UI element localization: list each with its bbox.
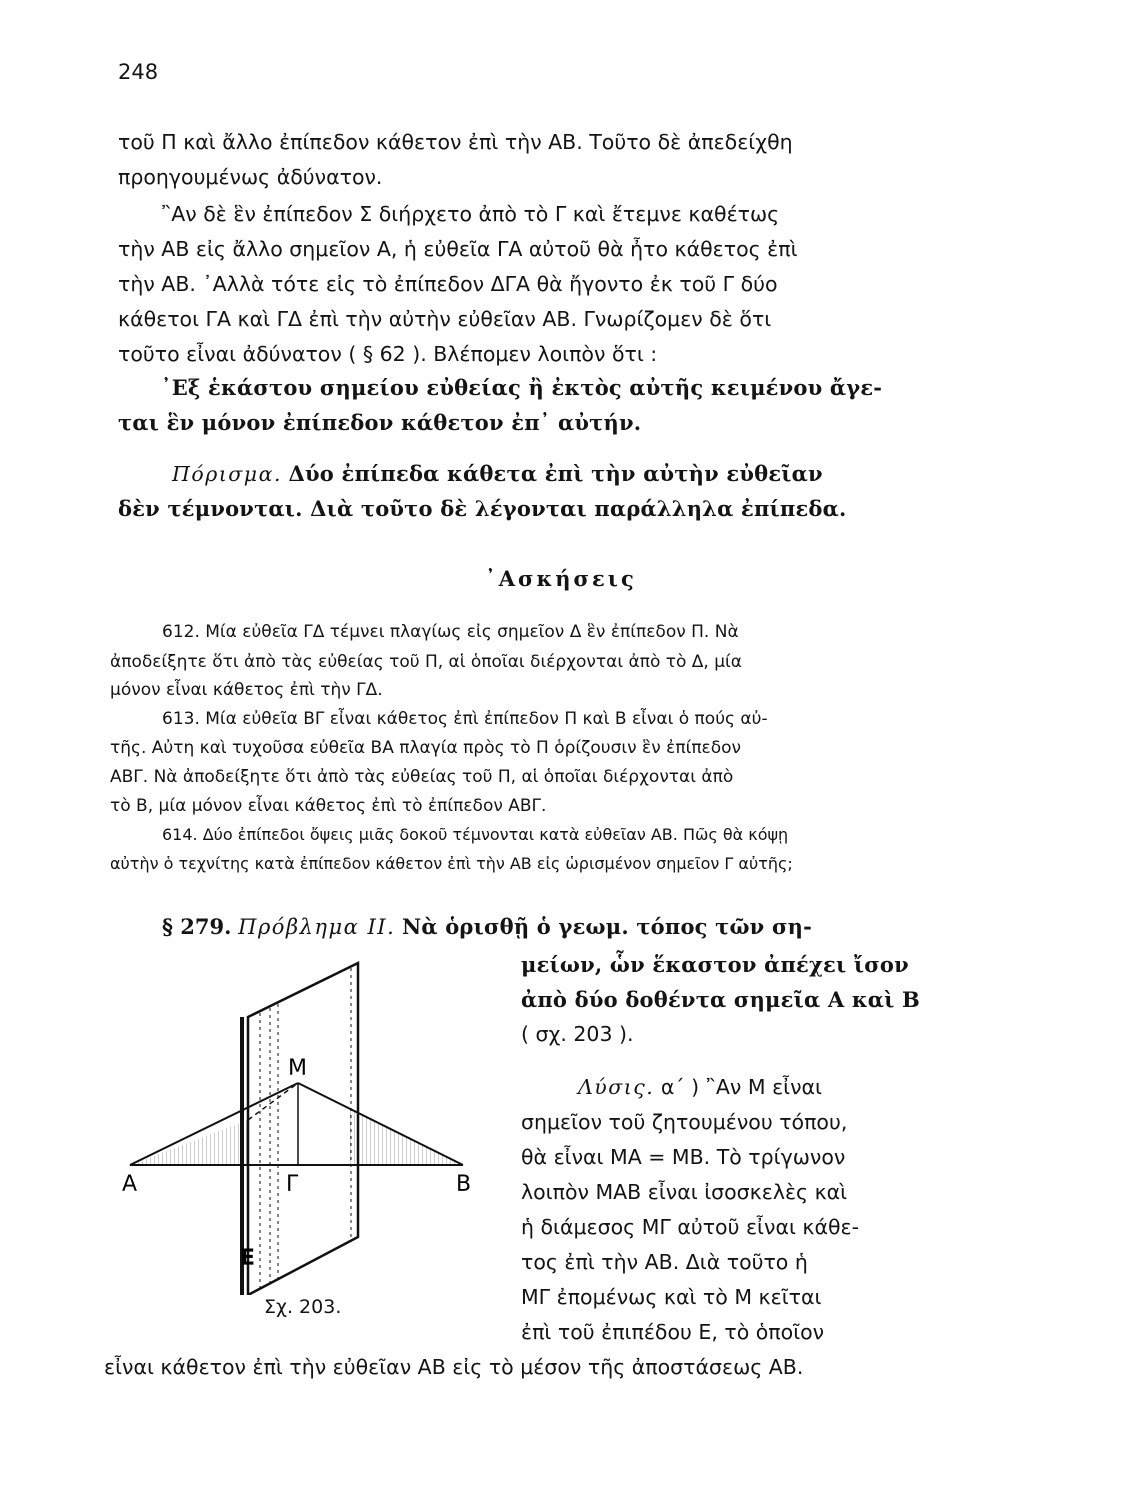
solution-last-line: εἶναι κάθετον ἐπὶ τὴν εὐθεῖαν ΑΒ εἰς τὸ μέσον τῆς ἀποστάσεως ΑΒ. xyxy=(104,1355,804,1379)
paragraph-line: προηγουμένως ἀδύνατον. xyxy=(118,165,383,189)
figure-label-g: Γ xyxy=(286,1172,299,1197)
theorem-line: ᾿Εξ ἑκάστου σημείου εὐθείας ἢ ἐκτὸς αὐτῆς κειμένου ἄγε- xyxy=(161,375,883,400)
paragraph-line: τοῦ Π καὶ ἄλλο ἐπίπεδον κάθετον ἐπὶ τὴν ΑΒ. Τοῦτο δὲ ἀπεδείχθη xyxy=(118,130,793,154)
porisma-line xyxy=(172,462,823,486)
exercise-line: 614. Δύο ἐπίπεδοι ὄψεις μιᾶς δοκοῦ τέμνονται κατὰ εὐθεῖαν ΑΒ. Πῶς θὰ κόψῃ xyxy=(162,825,789,844)
exercise-line: 612. Μία εὐθεῖα ΓΔ τέμνει πλαγίως εἰς σημεῖον Δ ἓν ἐπίπεδον Π. Νὰ xyxy=(162,622,739,642)
exercise-line: αὐτὴν ὁ τεχνίτης κατὰ ἐπίπεδον κάθετον ἐπὶ τὴν ΑΒ εἰς ὡρισμένον σημεῖον Γ αὐτῆς; xyxy=(110,854,793,873)
solution-line: τος ἐπὶ τὴν ΑΒ. Διὰ τοῦτο ἡ xyxy=(521,1250,808,1274)
porisma-text: Δύο ἐπίπεδα κάθετα ἐπὶ τὴν αὐτὴν εὐθεῖαν xyxy=(288,461,823,486)
solution-label: Λύσις. xyxy=(578,1075,655,1099)
section-label: Πρόβλημα ΙΙ. xyxy=(238,915,396,939)
solution-line: ἡ διάμεσος ΜΓ αὐτοῦ εἶναι κάθε- xyxy=(521,1215,860,1239)
exercise-line: μόνον εἶναι κάθετος ἐπὶ τὴν ΓΔ. xyxy=(110,680,383,700)
figure-caption: Σχ. 203. xyxy=(264,1296,342,1318)
paragraph-line: ῍Αν δὲ ἓν ἐπίπεδον Σ διήρχετο ἀπὸ τὸ Γ καὶ ἔτεμνε καθέτως xyxy=(161,202,780,226)
exercise-line: τῆς. Αὐτη καὶ τυχοῦσα εὐθεῖα ΒΑ πλαγία πρὸς τὸ Π ὁρίζουσιν ἓν ἐπίπεδον xyxy=(110,738,742,758)
exercise-line: τὸ Β, μία μόνον εἶναι κάθετος ἐπὶ τὸ ἐπίπεδον ΑΒΓ. xyxy=(110,796,547,816)
paragraph-line: τὴν ΑΒ. ᾿Αλλὰ τότε εἰς τὸ ἐπίπεδον ΔΓΑ θὰ ἤγοντο ἐκ τοῦ Γ δύο xyxy=(118,272,778,296)
section-number: § 279. xyxy=(162,914,232,939)
solution-line xyxy=(578,1075,822,1099)
figure-203 xyxy=(118,955,488,1295)
porisma-line: δὲν τέμνονται. Διὰ τοῦτο δὲ λέγονται παράλληλα ἐπίπεδα. xyxy=(118,496,847,521)
section-figure-ref: ( σχ. 203 ). xyxy=(521,1022,634,1046)
section-title-line: μείων, ὧν ἕκαστον ἀπέχει ἴσον xyxy=(521,952,909,977)
solution-line: λοιπὸν ΜΑΒ εἶναι ἰσοσκελὲς καὶ xyxy=(521,1180,848,1204)
shaded-triangle-left xyxy=(130,1120,248,1165)
exercise-line: ἀποδείξητε ὅτι ἀπὸ τὰς εὐθείας τοῦ Π, αἱ ὁποῖαι διέρχονται ἀπὸ τὸ Δ, μία xyxy=(110,652,743,672)
page-number: 248 xyxy=(118,60,159,84)
section-title-text: Νὰ ὁρισθῇ ὁ γεωμ. τόπος τῶν ση- xyxy=(401,914,813,939)
figure-label-a: Α xyxy=(122,1172,138,1197)
figure-label-b: Β xyxy=(456,1172,472,1197)
exercises-heading: ᾿Ασκήσεις xyxy=(485,566,637,591)
solution-line: σημεῖον τοῦ ζητουμένου τόπου, xyxy=(521,1110,848,1134)
exercise-line: ΑΒΓ. Νὰ ἀποδείξητε ὅτι ἀπὸ τὰς εὐθείας τοῦ Π, αἱ ὁποῖαι διέρχονται ἀπὸ xyxy=(110,767,734,787)
theorem-line: ται ἓν μόνον ἐπίπεδον κάθετον ἐπ᾿ αὐτήν. xyxy=(118,410,642,435)
solution-line: ΜΓ ἐπομένως καὶ τὸ Μ κεῖται xyxy=(521,1285,822,1309)
porisma-label: Πόρισμα. xyxy=(172,462,282,486)
figure-label-m: Μ xyxy=(288,1056,307,1081)
exercise-line: 613. Μία εὐθεῖα ΒΓ εἶναι κάθετος ἐπὶ ἐπίπεδον Π καὶ Β εἶναι ὁ πούς αὐ- xyxy=(162,709,768,729)
section-title-line: ἀπὸ δύο δοθέντα σημεῖα Α καὶ Β xyxy=(521,987,920,1012)
paragraph-line: τοῦτο εἶναι ἀδύνατον ( § 62 ). Βλέπομεν λοιπὸν ὅτι : xyxy=(118,342,658,366)
solution-line: ἐπὶ τοῦ ἐπιπέδου Ε, τὸ ὁποῖον xyxy=(521,1320,825,1344)
hidden-line xyxy=(248,1083,298,1120)
plane-e xyxy=(248,963,358,1295)
solution-line: θὰ εἶναι ΜΑ = ΜΒ. Τὸ τρίγωνον xyxy=(521,1145,846,1169)
figure-label-e: Ε xyxy=(240,1246,256,1271)
paragraph-line: τὴν ΑΒ εἰς ἄλλο σημεῖον Α, ἡ εὐθεῖα ΓΑ αὐτοῦ θὰ ἦτο κάθετος ἐπὶ xyxy=(118,237,798,261)
paragraph-line: κάθετοι ΓΑ καὶ ΓΔ ἐπὶ τὴν αὐτὴν εὐθεῖαν ΑΒ. Γνωρίζομεν δὲ ὅτι xyxy=(118,307,772,331)
section-heading xyxy=(162,915,812,939)
solution-first: α΄ ) ῍Αν Μ εἶναι xyxy=(660,1075,822,1099)
